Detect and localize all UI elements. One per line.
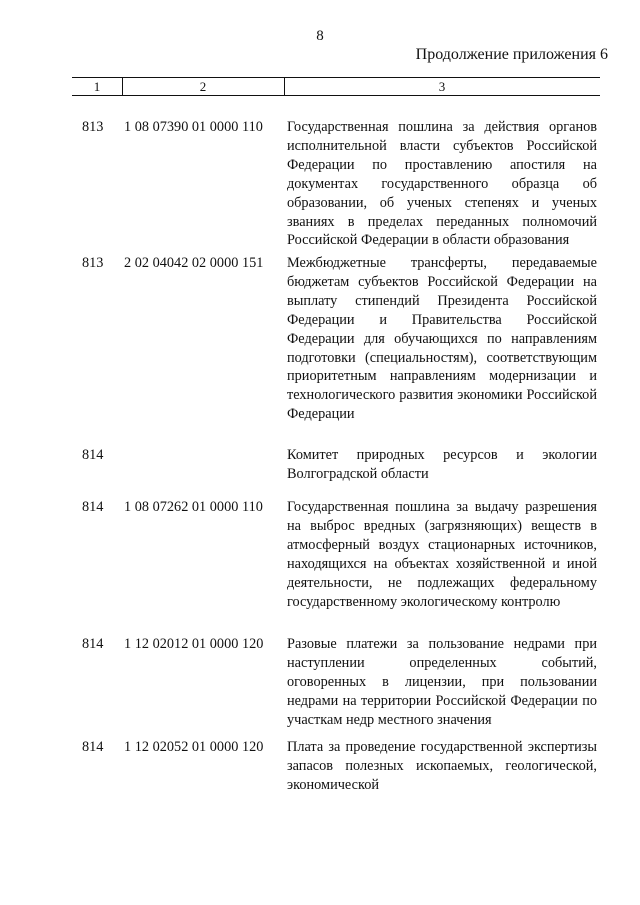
row-description: Межбюджетные трансферты, передаваемые бюджетам субъектов Российской Федерации на выплату стипендий Президента Российской Федерации и Правительства Российской Федерации для обучающихся по направлениям подготовки (специальностям), соответствующим приоритетным направлениям модернизации и технологического развития экономики Российской Федерации bbox=[287, 255, 597, 423]
income-code: 1 12 02052 01 0000 120 bbox=[124, 739, 264, 755]
row-description: Разовые платежи за пользование недрами при наступлении определенных событий, оговоренных в лицензии, при пользовании недрами на территории Российской Федерации по участкам недр местного значения bbox=[287, 636, 597, 728]
row-description: Комитет природных ресурсов и экологии Волгоградской области bbox=[287, 447, 597, 482]
income-code: 2 02 04042 02 0000 151 bbox=[124, 255, 264, 271]
admin-code: 814 bbox=[82, 447, 104, 463]
admin-code: 813 bbox=[82, 119, 104, 135]
income-code: 1 08 07262 01 0000 110 bbox=[124, 499, 263, 515]
income-code: 1 08 07390 01 0000 110 bbox=[124, 119, 263, 135]
income-code: 1 12 02012 01 0000 120 bbox=[124, 636, 264, 652]
admin-code: 814 bbox=[82, 636, 104, 652]
continuation-caption: Продолжение приложения 6 bbox=[415, 46, 608, 63]
admin-code: 814 bbox=[82, 739, 104, 755]
table-header bbox=[72, 77, 600, 96]
header-col-2: 2 bbox=[199, 79, 207, 94]
admin-code: 813 bbox=[82, 255, 104, 271]
row-description: Государственная пошлина за действия органов исполнительной власти субъектов Российской Федерации по проставлению апостиля на документах государственного образца об образовании, об ученых степенях и ученых званиях в пределах переданных полномочий Российской Федерации в области образования bbox=[287, 119, 597, 249]
row-description: Государственная пошлина за выдачу разрешения на выброс вредных (загрязняющих) веществ в атмосферный воздух стационарных источников, находящихся на объектах хозяйственной и иной деятельности, не подлежащих федеральному государственному экологическому контролю bbox=[287, 499, 597, 610]
page-number: 8 bbox=[316, 28, 324, 44]
header-col-3: 3 bbox=[438, 79, 446, 94]
admin-code: 814 bbox=[82, 499, 104, 515]
row-description: Плата за проведение государственной экспертизы запасов полезных ископаемых, геологической, экономической bbox=[287, 739, 597, 793]
header-col-1: 1 bbox=[93, 79, 101, 94]
